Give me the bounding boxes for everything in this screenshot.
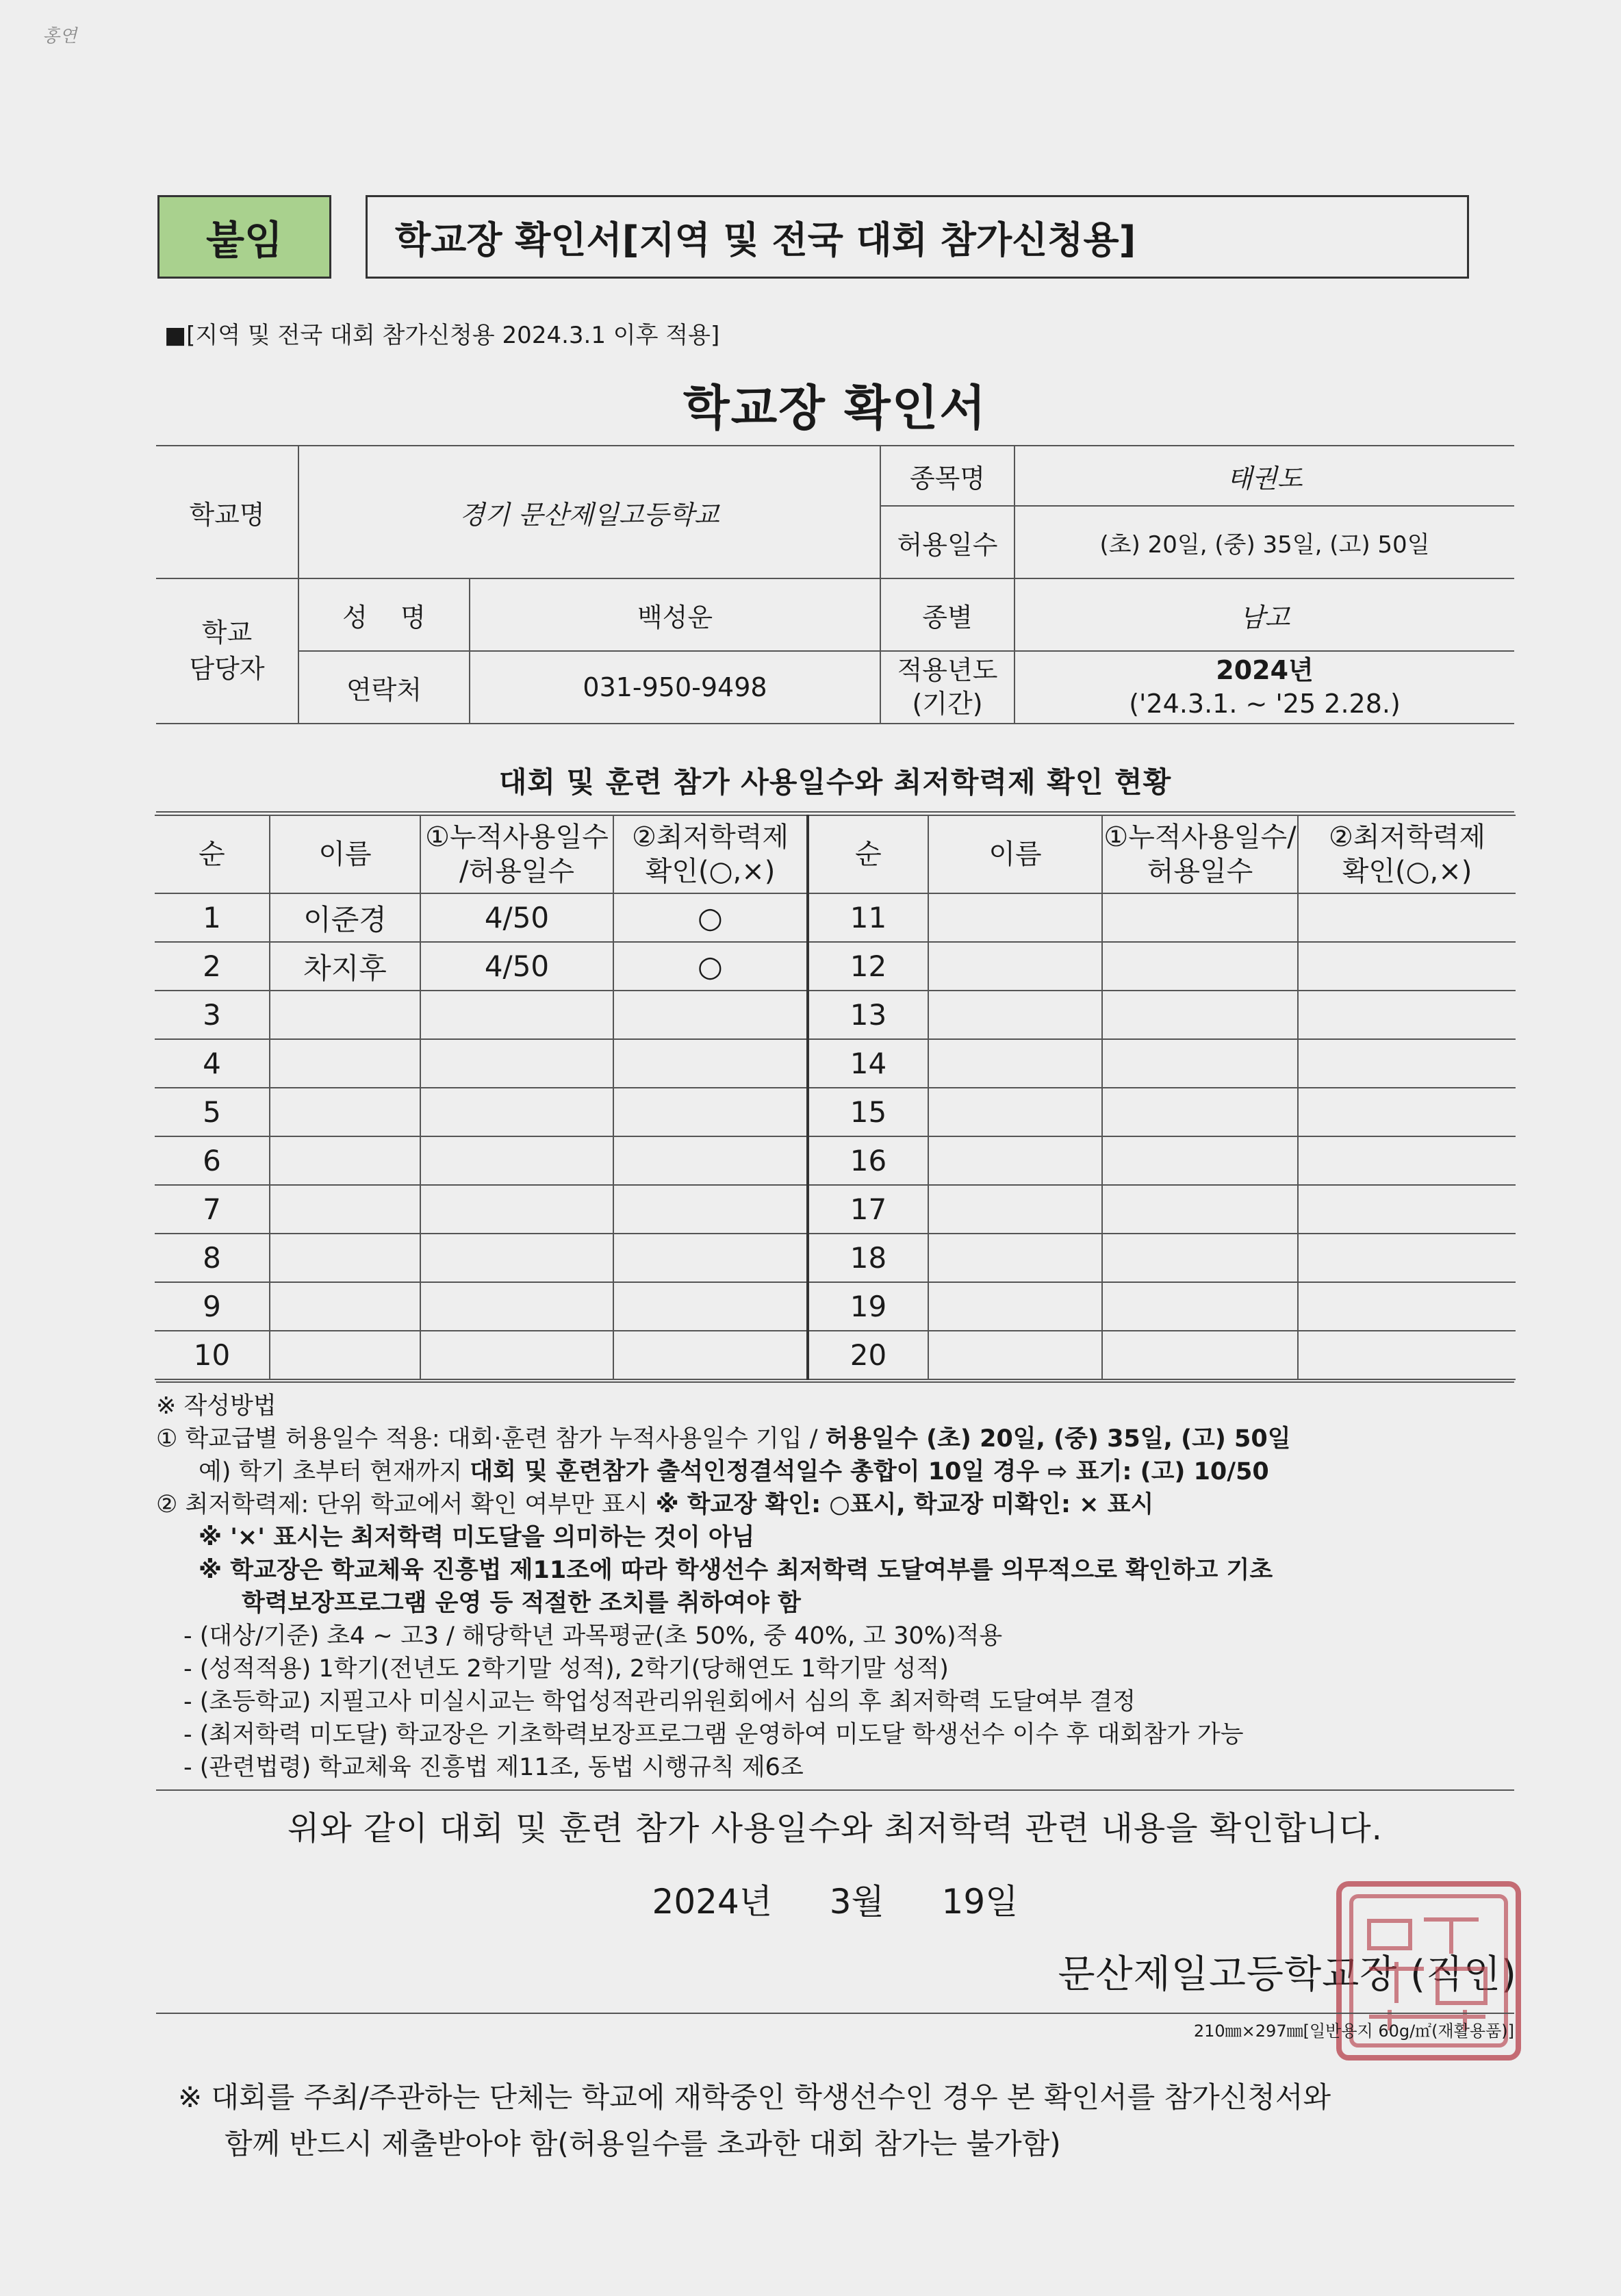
table-row xyxy=(155,1088,1516,1136)
confirmation-date: 2024년 3월 19일 xyxy=(652,1882,1019,1922)
divider xyxy=(156,1381,1514,1383)
name-cell-right xyxy=(928,1088,1102,1136)
allowed-days-label: 허용일수 xyxy=(880,506,1014,578)
col-name-right: 이름 xyxy=(928,815,1102,893)
document-title-box: 학교장 확인서[지역 및 전국 대회 참가신청용] xyxy=(366,195,1469,279)
instruction-dash-1: - (대상/기준) 초4 ~ 고3 / 해당학년 과목평균(초 50%, 중 40%, 고 30%)적용 xyxy=(183,1622,1003,1650)
instruction-dash-2: - (성적적용) 1학기(전년도 2학기말 성적), 2학기(당해연도 1학기말 성적) xyxy=(183,1655,949,1683)
name-cell-right xyxy=(928,991,1102,1039)
check-cell-right xyxy=(1298,1185,1516,1234)
col-check-right: ②최저학력제 확인(○,×) xyxy=(1298,815,1516,893)
name-cell xyxy=(270,1331,420,1379)
name-cell-right xyxy=(928,1185,1102,1234)
no-cell: 4 xyxy=(155,1039,270,1088)
instruction-note-2: ※ 학교장은 학교체육 진흥법 제11조에 따라 학생선수 최저학력 도달여부를 의무적으로 확인하고 기초 xyxy=(199,1557,1273,1584)
check-cell xyxy=(613,1331,808,1379)
days-cell: 4/50 xyxy=(420,893,613,942)
check-cell xyxy=(613,1136,808,1185)
name-label: 성 명 xyxy=(298,578,470,651)
name-cell xyxy=(270,1282,420,1331)
name-cell-right xyxy=(928,1331,1102,1379)
info-row xyxy=(156,446,1514,506)
name-cell: 차지후 xyxy=(270,942,420,991)
days-cell-right xyxy=(1102,1185,1298,1234)
footer-note-line: ※ 대회를 주최/주관하는 단체는 학교에 재학중인 학생선수인 경우 본 확인서를 참가신청서와 xyxy=(178,2080,1331,2114)
days-cell xyxy=(420,1185,613,1234)
year-label: 적용년도 (기간) xyxy=(880,651,1014,724)
instruction-note-2-cont: 학력보장프로그램 운영 등 적절한 조치를 취하여야 함 xyxy=(242,1590,801,1617)
check-cell: ○ xyxy=(613,893,808,942)
days-cell: 4/50 xyxy=(420,942,613,991)
no-cell: 5 xyxy=(155,1088,270,1136)
name-cell xyxy=(270,991,420,1039)
check-cell-right xyxy=(1298,1234,1516,1282)
name-cell xyxy=(270,1136,420,1185)
attachment-tag: 붙임 xyxy=(157,195,331,279)
section-title: 대회 및 훈련 참가 사용일수와 최저학력제 확인 현황 xyxy=(156,750,1514,813)
main-title: 학교장 확인서 xyxy=(682,380,988,436)
no-cell: 8 xyxy=(155,1234,270,1282)
info-table xyxy=(156,445,1514,724)
year-cell xyxy=(1014,651,1514,724)
instruction-text: ② 최저학력제: 단위 학교에서 확인 여부만 표시 xyxy=(156,1491,656,1518)
divider xyxy=(156,1789,1514,1791)
name-cell-right xyxy=(928,1136,1102,1185)
no-cell-right: 18 xyxy=(808,1234,928,1282)
allowed-days-value: (초) 20일, (중) 35일, (고) 50일 xyxy=(1014,506,1514,578)
no-cell: 7 xyxy=(155,1185,270,1234)
confirmation-text: 위와 같이 대회 및 훈련 참가 사용일수와 최저학력 관련 내용을 확인합니다. xyxy=(288,1809,1383,1848)
instruction-text: 예) 학기 초부터 현재까지 xyxy=(199,1458,470,1485)
name-cell-right xyxy=(928,942,1102,991)
no-cell: 6 xyxy=(155,1136,270,1185)
name-cell-right xyxy=(928,1282,1102,1331)
check-cell-right xyxy=(1298,1331,1516,1379)
instructions xyxy=(156,1390,1518,1784)
no-cell-right: 16 xyxy=(808,1136,928,1185)
no-cell: 1 xyxy=(155,893,270,942)
no-cell: 9 xyxy=(155,1282,270,1331)
instruction-bold: ※ 학교장 확인: ○표시, 학교장 미확인: × 표시 xyxy=(655,1491,1154,1518)
no-cell-right: 19 xyxy=(808,1282,928,1331)
days-cell xyxy=(420,1039,613,1088)
applicability-note: ■[지역 및 전국 대회 참가신청용 2024.3.1 이후 적용] xyxy=(164,322,720,349)
period-value: ('24.3.1. ~ '25 2.28.) xyxy=(1129,689,1401,719)
check-cell xyxy=(613,1185,808,1234)
principal-signature: 문산제일고등학교장 (직인) xyxy=(1058,1952,1517,1997)
check-cell xyxy=(613,1088,808,1136)
year-value: 2024년 xyxy=(1216,654,1314,685)
footer-note xyxy=(178,2074,1331,2167)
col-no: 순 xyxy=(155,815,270,893)
table-row xyxy=(155,1282,1516,1331)
table-row xyxy=(155,893,1516,942)
col-no-right: 순 xyxy=(808,815,928,893)
days-cell-right xyxy=(1102,942,1298,991)
info-row xyxy=(156,578,1514,651)
name-cell xyxy=(270,1185,420,1234)
col-days-right: ①누적사용일수/ 허용일수 xyxy=(1102,815,1298,893)
status-table xyxy=(155,815,1516,1380)
header-row xyxy=(155,815,1516,893)
days-cell xyxy=(420,1234,613,1282)
instruction-bold: 대회 및 훈련참가 출석인정결석일수 총합이 10일 경우 ⇨ 표기: (고) 10/50 xyxy=(470,1458,1269,1485)
table-row xyxy=(155,942,1516,991)
name-cell xyxy=(270,1234,420,1282)
no-cell: 3 xyxy=(155,991,270,1039)
name-cell: 이준경 xyxy=(270,893,420,942)
instruction-bold: 허용일수 (초) 20일, (중) 35일, (고) 50일 xyxy=(825,1425,1291,1453)
check-cell xyxy=(613,1282,808,1331)
days-cell-right xyxy=(1102,1331,1298,1379)
instruction-item-2 xyxy=(156,1488,1518,1521)
name-cell xyxy=(270,1039,420,1088)
days-cell xyxy=(420,991,613,1039)
days-cell-right xyxy=(1102,1234,1298,1282)
no-cell-right: 15 xyxy=(808,1088,928,1136)
sport-label: 종목명 xyxy=(880,446,1014,506)
instruction-note-1: ※ '×' 표시는 최저학력 미도달을 의미하는 것이 아님 xyxy=(199,1524,755,1551)
paper-spec: 210㎜×297㎜[일반용지 60g/㎡(재활용품)] xyxy=(1193,2021,1514,2041)
col-name: 이름 xyxy=(270,815,420,893)
check-cell-right xyxy=(1298,893,1516,942)
days-cell-right xyxy=(1102,893,1298,942)
days-cell-right xyxy=(1102,1039,1298,1088)
info-row xyxy=(156,651,1514,724)
days-cell-right xyxy=(1102,1136,1298,1185)
check-cell-right xyxy=(1298,1136,1516,1185)
instruction-dash-4: - (최저학력 미도달) 학교장은 기초학력보장프로그램 운영하여 미도달 학생선수 이수 후 대회참가 가능 xyxy=(183,1721,1244,1748)
check-cell-right xyxy=(1298,991,1516,1039)
col-days: ①누적사용일수 /허용일수 xyxy=(420,815,613,893)
category-value: 남고 xyxy=(1014,578,1514,651)
check-cell xyxy=(613,991,808,1039)
sport-value: 태권도 xyxy=(1014,446,1514,506)
instruction-dash-5: - (관련법령) 학교체육 진흥법 제11조, 동법 시행규칙 제6조 xyxy=(183,1754,804,1781)
name-cell-right xyxy=(928,1039,1102,1088)
check-cell: ○ xyxy=(613,942,808,991)
days-cell xyxy=(420,1282,613,1331)
check-cell xyxy=(613,1039,808,1088)
name-cell-right xyxy=(928,1234,1102,1282)
no-cell: 10 xyxy=(155,1331,270,1379)
days-cell-right xyxy=(1102,1088,1298,1136)
no-cell-right: 14 xyxy=(808,1039,928,1088)
name-value: 백성운 xyxy=(470,578,880,651)
corner-handwriting: 홍연 xyxy=(42,26,77,47)
table-row xyxy=(155,1185,1516,1234)
no-cell-right: 11 xyxy=(808,893,928,942)
no-cell-right: 13 xyxy=(808,991,928,1039)
manager-label: 학교 담당자 xyxy=(156,578,298,724)
table-row xyxy=(155,1234,1516,1282)
days-cell xyxy=(420,1331,613,1379)
table-row xyxy=(155,1136,1516,1185)
table-row xyxy=(155,991,1516,1039)
days-cell-right xyxy=(1102,1282,1298,1331)
check-cell-right xyxy=(1298,1282,1516,1331)
days-cell xyxy=(420,1136,613,1185)
instruction-example xyxy=(156,1455,1518,1488)
name-cell-right xyxy=(928,893,1102,942)
school-label: 학교명 xyxy=(156,446,298,578)
no-cell-right: 12 xyxy=(808,942,928,991)
contact-label: 연락처 xyxy=(298,651,470,724)
contact-value: 031-950-9498 xyxy=(470,651,880,724)
instruction-dash-3: - (초등학교) 지필고사 미실시교는 학업성적관리위원회에서 심의 후 최저학력 도달여부 결정 xyxy=(183,1688,1136,1715)
check-cell-right xyxy=(1298,1088,1516,1136)
school-value: 경기 문산제일고등학교 xyxy=(298,446,880,578)
instruction-text: ① 학교급별 허용일수 적용: 대회·훈련 참가 누적사용일수 기입 / xyxy=(156,1425,826,1453)
days-cell-right xyxy=(1102,991,1298,1039)
no-cell: 2 xyxy=(155,942,270,991)
no-cell-right: 20 xyxy=(808,1331,928,1379)
check-cell xyxy=(613,1234,808,1282)
name-cell xyxy=(270,1088,420,1136)
no-cell-right: 17 xyxy=(808,1185,928,1234)
check-cell-right xyxy=(1298,1039,1516,1088)
instruction-item-1 xyxy=(156,1423,1518,1455)
category-label: 종별 xyxy=(880,578,1014,651)
col-check: ②최저학력제 확인(○,×) xyxy=(613,815,808,893)
header-row xyxy=(157,195,1472,283)
check-cell-right xyxy=(1298,942,1516,991)
divider xyxy=(156,2013,1514,2014)
instructions-heading: ※ 작성방법 xyxy=(156,1392,277,1420)
table-row xyxy=(155,1039,1516,1088)
table-row xyxy=(155,1331,1516,1379)
footer-note-line: 함께 반드시 제출받아야 함(허용일수를 초과한 대회 참가는 불가함) xyxy=(225,2127,1061,2160)
days-cell xyxy=(420,1088,613,1136)
